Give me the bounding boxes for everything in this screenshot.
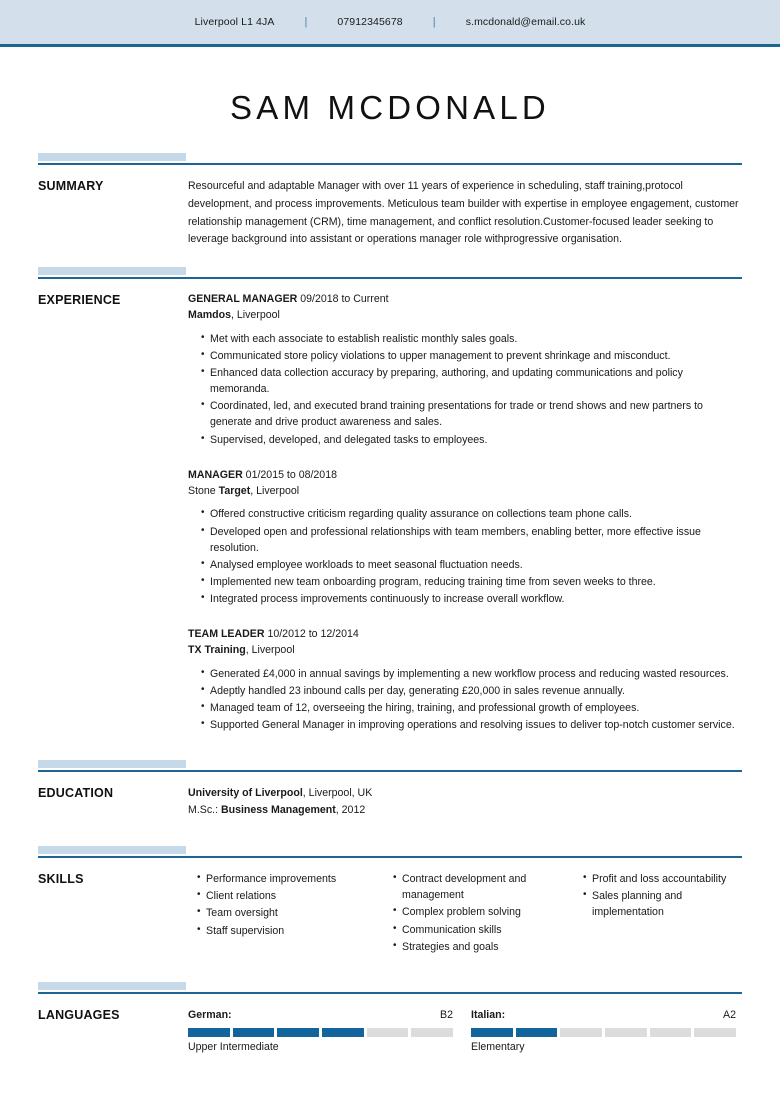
skills-list — [384, 871, 574, 956]
job-bullet: • Offered constructive criticism regarding quality assurance on collections team phone calls. — [201, 506, 742, 522]
experience-jobs — [188, 292, 742, 737]
job-dates: 01/2015 to 08/2018 — [242, 468, 337, 481]
summary-section — [0, 152, 780, 249]
section-divider-skills — [38, 845, 742, 858]
job-company-line — [188, 643, 742, 659]
education-institution: University of Liverpool — [188, 787, 303, 800]
proficiency-segment-filled — [188, 1028, 230, 1037]
job-bullet: • Enhanced data collection accuracy by preparing, authoring, and updating communications and policy memoranda. — [201, 365, 742, 397]
job-bullet-list — [188, 506, 742, 607]
skill-item: • Staff supervision — [197, 923, 384, 939]
job-dates: 09/2018 to Current — [297, 293, 389, 306]
skills-section — [0, 845, 780, 957]
experience-job — [188, 292, 742, 447]
contact-separator-2: | — [432, 16, 436, 28]
job-bullet: • Managed team of 12, overseeing the hiring, training, and professional growth of employees. — [201, 700, 742, 716]
job-dates: 10/2012 to 12/2014 — [264, 627, 359, 640]
job-bullet: • Integrated process improvements continuously to increase overall workflow. — [201, 591, 742, 607]
job-company-prefix: Stone — [188, 484, 219, 497]
proficiency-segment-empty — [694, 1028, 736, 1037]
contact-address: Liverpool L1 4JA — [194, 16, 275, 28]
job-bullet-list — [188, 331, 742, 448]
skills-columns — [188, 871, 754, 957]
job-role: TEAM LEADER — [188, 627, 265, 640]
job-title-line — [188, 627, 742, 643]
job-title-line — [188, 468, 742, 484]
job-company-location: , Liverpool — [245, 643, 295, 656]
contact-phone: 07912345678 — [337, 16, 403, 28]
skill-item: • Communication skills — [393, 922, 574, 938]
proficiency-segment-filled — [277, 1028, 319, 1037]
section-divider-education — [38, 759, 742, 772]
experience-body — [38, 279, 742, 737]
skills-body — [38, 858, 742, 957]
skill-item: • Contract development and management — [393, 871, 574, 904]
language-level: B2 — [440, 1008, 453, 1021]
job-title-line — [188, 292, 742, 308]
languages-section — [0, 981, 780, 1055]
contact-separator-1: | — [304, 16, 308, 28]
language-description: Elementary — [471, 1040, 525, 1053]
proficiency-segment-empty — [411, 1028, 453, 1037]
language-name: German: — [188, 1008, 232, 1021]
job-bullet: • Coordinated, led, and executed brand training presentations for trade or trend shows and new partners to generate and drive product awareness and sales. — [201, 398, 742, 430]
job-company-name: TX Training — [188, 643, 246, 656]
job-bullet-list — [188, 666, 742, 733]
languages-content — [188, 1007, 742, 1055]
proficiency-segment-empty — [367, 1028, 409, 1037]
summary-label: SUMMARY — [38, 179, 104, 193]
language-name: Italian: — [471, 1008, 506, 1021]
skills-content — [188, 871, 754, 957]
skill-item: • Client relations — [197, 888, 384, 904]
skill-item: • Complex problem solving — [393, 904, 574, 920]
section-divider-summary — [38, 152, 742, 165]
job-company-line — [188, 484, 742, 500]
section-divider-experience — [38, 266, 742, 279]
job-bullet: • Met with each associate to establish realistic monthly sales goals. — [201, 331, 742, 347]
skill-item: • Team oversight — [197, 905, 384, 921]
job-bullet: • Implemented new team onboarding program, reducing training time from seven weeks to three. — [201, 574, 742, 590]
language-block — [471, 1007, 736, 1055]
language-proficiency-bar — [188, 1028, 453, 1037]
summary-text: Resourceful and adaptable Manager with over 11 years of experience in scheduling, staff training,protocol development, and process improvements. Meticulous team builder with expertise in employee engagement, customer relationship management (CRM), time management, and conflict resolution.Customer-focused leader seeking to leverage background into assistant or operations manager role withprogressive organisation. — [188, 180, 739, 246]
candidate-name: SAM MCDONALD — [230, 89, 550, 126]
proficiency-segment-filled — [233, 1028, 275, 1037]
proficiency-segment-filled — [322, 1028, 364, 1037]
experience-label: EXPERIENCE — [38, 293, 121, 308]
experience-section — [0, 266, 780, 737]
skills-column — [384, 871, 574, 957]
skill-item: • Strategies and goals — [393, 939, 574, 955]
education-content — [188, 785, 742, 818]
skill-item: • Sales planning and implementation — [583, 888, 754, 921]
skills-label: SKILLS — [38, 871, 84, 886]
job-company-line — [188, 308, 742, 324]
education-label: EDUCATION — [38, 786, 114, 801]
education-degree-line — [188, 802, 742, 819]
proficiency-segment-empty — [605, 1028, 647, 1037]
language-head — [471, 1007, 736, 1024]
job-company-location: , Liverpool — [250, 484, 300, 497]
summary-body — [38, 165, 742, 249]
contact-band — [0, 0, 780, 47]
proficiency-segment-empty — [560, 1028, 602, 1037]
skill-item: • Profit and loss accountability — [583, 871, 754, 887]
contact-email: s.mcdonald@email.co.uk — [465, 16, 586, 28]
languages-row — [188, 1007, 742, 1055]
education-institution-line — [188, 785, 742, 802]
summary-content — [188, 178, 742, 249]
language-block — [188, 1007, 453, 1055]
job-bullet: • Supervised, developed, and delegated tasks to employees. — [201, 432, 742, 448]
experience-job — [188, 468, 742, 607]
job-role: MANAGER — [188, 468, 243, 481]
education-section — [0, 759, 780, 818]
job-bullet: • Developed open and professional relationships with team members, enabling better, more effective issue resolution. — [201, 524, 742, 556]
education-degree: Business Management — [220, 803, 336, 816]
name-header — [0, 89, 780, 127]
languages-label: LANGUAGES — [38, 1007, 120, 1022]
skills-column — [574, 871, 754, 957]
job-company-location: , Liverpool — [230, 309, 280, 322]
skill-item: • Performance improvements — [197, 871, 384, 887]
job-company-name: Mamdos — [188, 309, 231, 322]
job-bullet: • Adeptly handled 23 inbound calls per day, generating £20,000 in sales revenue annually. — [201, 683, 742, 699]
contact-inner — [195, 16, 586, 28]
education-body — [38, 772, 742, 818]
job-bullet: • Supported General Manager in improving operations and resolving issues to deliver top-notch customer service. — [201, 717, 742, 733]
experience-job — [188, 627, 742, 733]
proficiency-segment-filled — [516, 1028, 558, 1037]
skills-list — [188, 871, 384, 940]
skills-column — [188, 871, 384, 957]
languages-body — [38, 994, 742, 1055]
language-level: A2 — [723, 1008, 736, 1021]
job-company-name: Target — [218, 484, 251, 497]
language-proficiency-bar — [471, 1028, 736, 1037]
education-institution-location: , Liverpool, UK — [302, 787, 373, 800]
proficiency-segment-empty — [650, 1028, 692, 1037]
section-divider-languages — [38, 981, 742, 994]
job-bullet: • Generated £4,000 in annual savings by implementing a new workflow process and reducing wasted resources. — [201, 666, 742, 682]
proficiency-segment-filled — [471, 1028, 513, 1037]
education-degree-prefix: M.Sc.: — [188, 803, 221, 816]
job-role: GENERAL MANAGER — [188, 293, 298, 306]
language-head — [188, 1007, 453, 1024]
job-bullet: • Analysed employee workloads to meet seasonal fluctuation needs. — [201, 557, 742, 573]
education-degree-year: , 2012 — [335, 803, 366, 816]
job-bullet: • Communicated store policy violations to upper management to prevent shrinkage and misconduct. — [201, 348, 742, 364]
skills-list — [574, 871, 754, 921]
language-description: Upper Intermediate — [188, 1040, 279, 1053]
